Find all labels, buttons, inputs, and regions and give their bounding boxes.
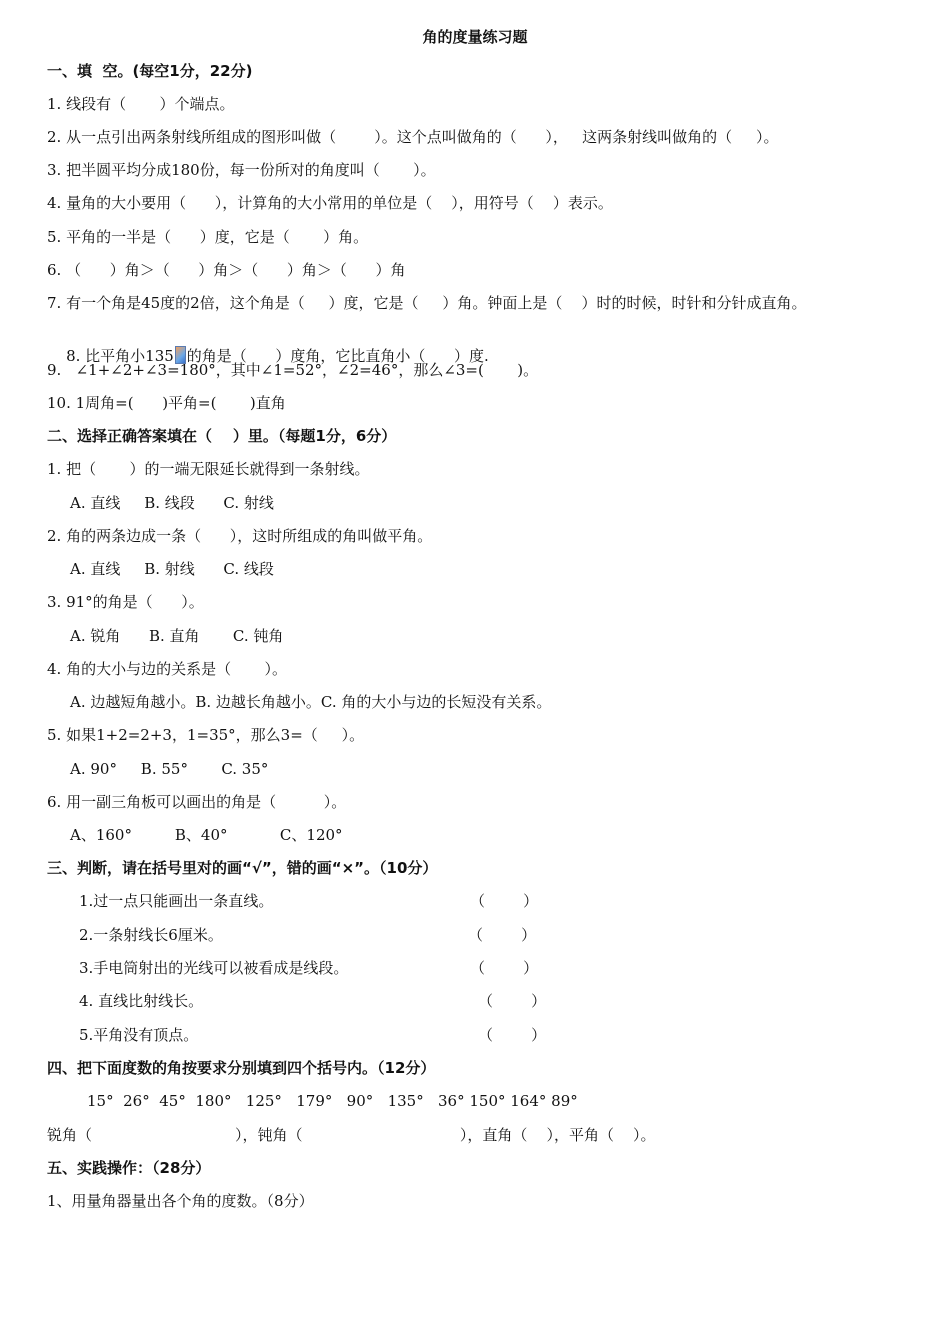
section2-question-3: 3. 91°的角是（ ）。 xyxy=(47,593,204,611)
section2-question-6-options: A、160° B、40° C、120° xyxy=(70,826,343,844)
section1-question-1: 1. 线段有（ ）个端点。 xyxy=(47,95,235,113)
section2-question-4: 4. 角的大小与边的关系是（ ）。 xyxy=(47,660,287,678)
section5-heading: 五、实践操作：（28分） xyxy=(47,1159,211,1177)
judgement-item-2-answer: （ ） xyxy=(468,926,537,944)
section2-question-5: 5. 如果1+2=2+3，1=35°，那么3=（ ）。 xyxy=(47,726,365,744)
section1-question-10: 10. 1周角=( )平角=( )直角 xyxy=(47,394,286,412)
judgement-item-3-answer: （ ） xyxy=(470,959,539,977)
section1-question-4: 4. 量角的大小要用（ ），计算角的大小常用的单位是（ ），用符号（ ）表示。 xyxy=(47,194,613,212)
section1-question-3: 3. 把半圆平均分成180份，每一份所对的角度叫（ ）。 xyxy=(47,161,436,179)
judgement-item-4: 4. 直线比射线长。 xyxy=(79,992,204,1010)
section2-question-5-options: A. 90° B. 55° C. 35° xyxy=(70,760,269,778)
section2-question-3-options: A. 锐角 B. 直角 C. 钝角 xyxy=(70,627,284,645)
judgement-item-5: 5.平角没有顶点。 xyxy=(79,1026,199,1044)
section2-question-4-options: A. 边越短角越小。B. 边越长角越小。C. 角的大小与边的长短没有关系。 xyxy=(70,693,552,711)
judgement-item-1: 1.过一点只能画出一条直线。 xyxy=(79,892,274,910)
section1-question-9: 9. ∠1+∠2+∠3=180°，其中∠1=52°，∠2=46°，那么∠3=( )。 xyxy=(47,361,539,379)
judgement-item-5-answer: （ ） xyxy=(478,1026,547,1044)
judgement-item-3: 3.手电筒射出的光线可以被看成是线段。 xyxy=(79,959,349,977)
judgement-item-2: 2.一条射线长6厘米。 xyxy=(79,926,223,944)
section3-heading: 三、判断，请在括号里对的画“√”，错的画“×”。（10分） xyxy=(47,859,438,877)
judgement-item-1-answer: （ ） xyxy=(470,892,539,910)
section5-question-1: 1、用量角器量出各个角的度数。（8分） xyxy=(47,1192,314,1210)
section2-heading: 二、选择正确答案填在（ ）里。（每题1分，6分） xyxy=(47,427,397,445)
section2-question-1: 1. 把（ ）的一端无限延长就得到一条射线。 xyxy=(47,460,370,478)
section4-heading: 四、把下面度数的角按要求分别填到四个括号内。（12分） xyxy=(47,1059,436,1077)
section1-question-7: 7. 有一个角是45度的2倍，这个角是（ ）度，它是（ ）角。钟面上是（ ）时的时候，时针和分针成直角。 xyxy=(47,294,807,312)
section1-question-2: 2. 从一点引出两条射线所组成的图形叫做（ ）。这个点叫做角的（ ）， 这两条射线叫做角的（ ）。 xyxy=(47,128,779,146)
section2-question-6: 6. 用一副三角板可以画出的角是（ ）。 xyxy=(47,793,347,811)
section1-question-6: 6. （ ）角＞（ ）角＞（ ）角＞（ ）角 xyxy=(47,261,406,279)
section1-question-8-part-a: 8. 比平角小135 xyxy=(66,347,174,365)
section1-heading: 一、填 空。(每空1分，22分) xyxy=(47,62,253,80)
section1-question-5: 5. 平角的一半是（ ）度，它是（ ）角。 xyxy=(47,228,369,246)
section2-question-1-options: A. 直线 B. 线段 C. 射线 xyxy=(70,494,274,512)
section2-question-2-options: A. 直线 B. 射线 C. 线段 xyxy=(70,560,274,578)
section2-question-2: 2. 角的两条边成一条（ ），这时所组成的角叫做平角。 xyxy=(47,527,433,545)
judgement-item-4-answer: （ ） xyxy=(478,992,547,1010)
page-title: 角的度量练习题 xyxy=(422,28,528,46)
degree-list: 15° 26° 45° 180° 125° 179° 90° 135° 36° 150° 164° 89° xyxy=(87,1092,578,1110)
classification-answer-line: 锐角（ ），钝角（ ），直角（ ），平角（ ）。 xyxy=(47,1126,656,1144)
section1-question-8-part-b: 的角是（ ）度角，它比直角小（ ）度. xyxy=(186,347,489,365)
